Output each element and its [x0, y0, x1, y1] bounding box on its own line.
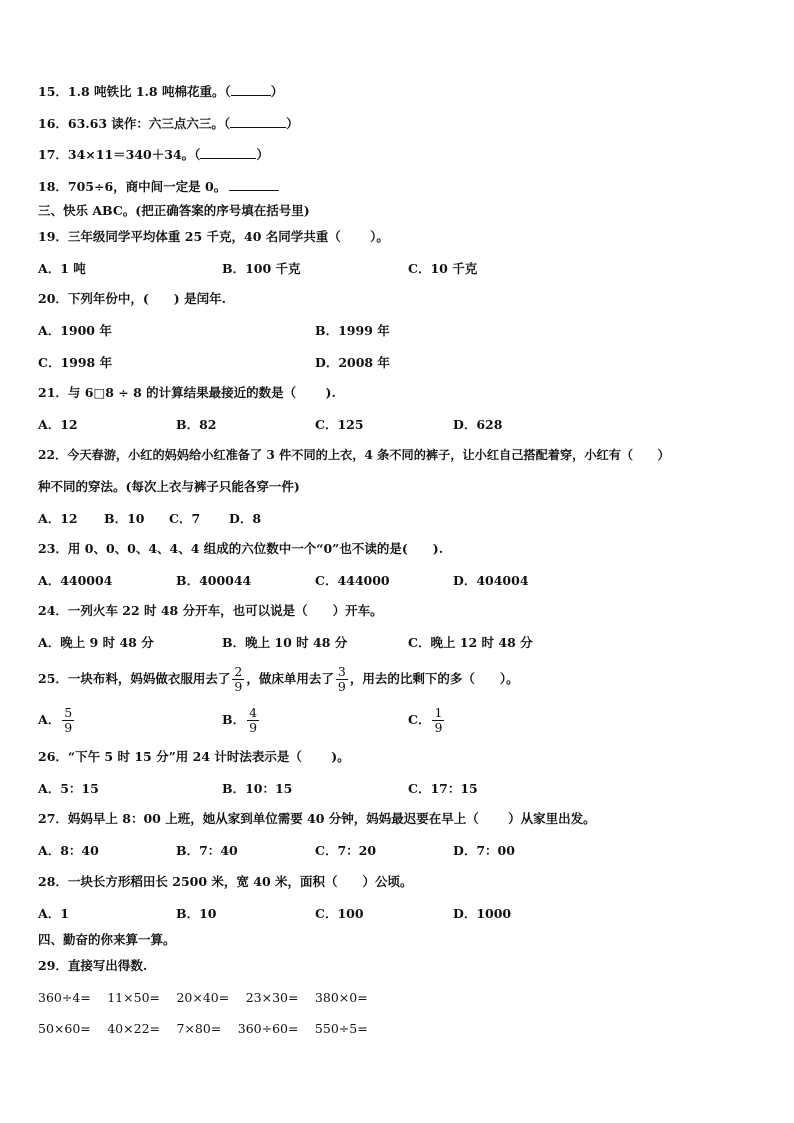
question-27: 27．妈妈早上 8：00 上班，她从家到单位需要 40 分钟，妈妈最迟要在早上（ ）从家里出发。 [38, 811, 596, 826]
question-17: 17．34×11＝340＋34。（ ） [38, 147, 269, 162]
option-b[interactable]: B． $\frac{4}{9}$ [222, 705, 258, 735]
option-d[interactable]: D．8 [229, 511, 262, 526]
option-c[interactable]: C．10 千克 [408, 261, 478, 276]
fraction-two-ninths: $\frac{2}{9}$ [234, 664, 243, 694]
question-22: 22．今天春游，小红的妈妈给小红准备了 3 件不同的上衣，4 条不同的裤子，让小红自己搭配着穿，小红有（ ） [38, 448, 670, 462]
fraction-option-c: $\frac{1}{9}$ [434, 705, 443, 735]
option-a[interactable]: A．晚上 9 时 48 分 [38, 635, 154, 650]
section-4-heading: 四、勤奋的你来算一算。 [38, 932, 176, 947]
option-b[interactable]: B．晚上 10 时 48 分 [222, 635, 348, 650]
option-d[interactable]: D．404004 [453, 573, 529, 588]
answer-blank[interactable] [229, 178, 279, 191]
question-24: 24．一列火车 22 时 48 分开车，也可以说是（ ）开车。 [38, 603, 383, 618]
answer-blank[interactable] [230, 115, 286, 128]
option-c[interactable]: C．晚上 12 时 48 分 [408, 635, 533, 650]
option-a[interactable]: A．12 [38, 511, 78, 526]
option-c[interactable]: C．7 [169, 511, 201, 526]
option-c[interactable]: C．7：20 [315, 843, 377, 858]
option-b[interactable]: B．7：40 [176, 843, 238, 858]
fraction-three-ninths: $\frac{3}{9}$ [337, 664, 346, 694]
question-18: 18．705÷6，商中间一定是 0。 [38, 178, 279, 195]
fraction-option-a: $\frac{5}{9}$ [64, 705, 73, 735]
question-29: 29．直接写出得数. [38, 958, 148, 973]
question-26: 26．“下午 5 时 15 分”用 24 计时法表示是（ )。 [38, 749, 350, 764]
option-a[interactable]: A．440004 [38, 573, 113, 588]
option-d[interactable]: D．1000 [453, 906, 512, 921]
option-b[interactable]: B．10 [104, 511, 145, 526]
option-b[interactable]: B．400044 [176, 573, 252, 588]
question-15: 15．1.8 吨铁比 1.8 吨棉花重。（ ） [38, 84, 284, 99]
mental-math-row-2: 50×60= 40×22= 7×80= 360÷60= 550÷5= [38, 1021, 368, 1036]
question-22-continued: 种不同的穿法。(每次上衣与裤子只能各穿一件) [38, 479, 300, 494]
question-16: 16．63.63 读作：六三点六三。（ ） [38, 116, 299, 131]
question-25: 25．一块布料，妈妈做衣服用去了 $\frac{2}{9}$ ，做床单用去了 $\frac{3}{9}$ ，用去的比剩下的多（ ）。 [38, 664, 519, 694]
mental-math-row-1: 360÷4= 11×50= 20×40= 23×30= 380×0= [38, 990, 368, 1005]
fraction-option-b: $\frac{4}{9}$ [249, 705, 258, 735]
option-b[interactable]: B．100 千克 [222, 261, 301, 276]
option-c[interactable]: C．100 [315, 906, 364, 921]
option-c[interactable]: C．125 [315, 417, 364, 432]
option-a[interactable]: A． $\frac{5}{9}$ [38, 705, 73, 735]
section-3-heading: 三、快乐 ABC。(把正确答案的序号填在括号里) [38, 203, 310, 218]
question-19: 19．三年级同学平均体重 25 千克，40 名同学共重（ ）。 [38, 229, 389, 244]
option-d[interactable]: D．628 [453, 417, 503, 432]
option-a[interactable]: A．1900 年 [38, 323, 112, 338]
option-b[interactable]: B．1999 年 [315, 323, 390, 338]
question-28: 28．一块长方形稻田长 2500 米，宽 40 米，面积（ ）公顷。 [38, 874, 413, 889]
option-b[interactable]: B．10：15 [222, 781, 293, 796]
option-a[interactable]: A．12 [38, 417, 78, 432]
question-21: 21．与 6□8 ÷ 8 的计算结果最接近的数是（ ). [38, 385, 336, 400]
answer-blank[interactable] [231, 83, 271, 96]
answer-blank[interactable] [200, 146, 256, 159]
option-a[interactable]: A．1 [38, 906, 69, 921]
option-d[interactable]: D．7：00 [453, 843, 515, 858]
option-c[interactable]: C．17：15 [408, 781, 478, 796]
option-a[interactable]: A．1 吨 [38, 261, 86, 276]
option-c[interactable]: C．444000 [315, 573, 390, 588]
question-23: 23．用 0、0、0、4、4、4 组成的六位数中一个“0”也不读的是( ). [38, 541, 444, 556]
option-c[interactable]: C． $\frac{1}{9}$ [408, 705, 443, 735]
option-a[interactable]: A．8：40 [38, 843, 99, 858]
option-a[interactable]: A．5：15 [38, 781, 99, 796]
option-d[interactable]: D．2008 年 [315, 355, 390, 370]
option-b[interactable]: B．10 [176, 906, 217, 921]
question-20: 20．下列年份中，( ) 是闰年. [38, 291, 226, 306]
option-c[interactable]: C．1998 年 [38, 355, 113, 370]
option-b[interactable]: B．82 [176, 417, 217, 432]
